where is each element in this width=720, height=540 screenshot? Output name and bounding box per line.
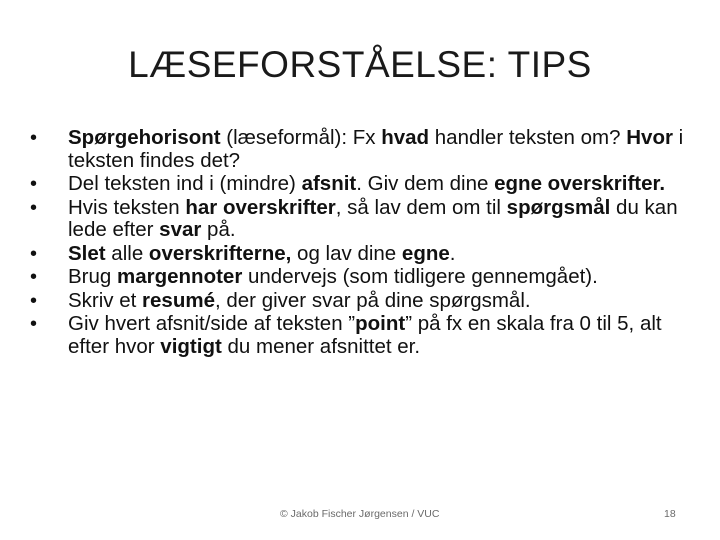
bold-text-run: Spørgehorisont <box>68 126 221 149</box>
bullet-text <box>68 196 678 242</box>
text-run: alle <box>105 241 149 265</box>
text-run: . Giv dem dine <box>356 172 495 195</box>
text-run: Hvis teksten <box>68 195 186 219</box>
slide-title: LÆSEFORSTÅELSE: TIPS <box>128 44 592 85</box>
bold-text-run: har overskrifter <box>185 195 336 219</box>
bullet-list <box>30 127 700 359</box>
bullet-dot-icon: • <box>30 266 38 288</box>
bold-text-run: vigtigt <box>160 334 222 358</box>
bold-text-run: resumé <box>142 288 215 312</box>
bullet-text <box>68 172 665 195</box>
bold-text-run: hvad <box>381 126 430 149</box>
text-run: handler teksten om? <box>429 126 627 149</box>
text-run: (læseformål): Fx <box>220 126 382 149</box>
text-run: i teksten findes det? <box>68 126 684 172</box>
text-run: på. <box>201 218 236 241</box>
text-run: . <box>449 241 456 265</box>
bullet-text <box>68 312 662 358</box>
bullet-dot-icon: • <box>30 289 38 312</box>
text-run: ” på fx en skala fra 0 til 5, alt efter hvor <box>68 312 662 358</box>
bold-text-run: egne <box>401 241 450 265</box>
bold-text-run: margennoter <box>117 265 243 288</box>
bullet-text <box>68 265 598 288</box>
bold-text-run: Hvor <box>626 126 673 149</box>
bullet-item <box>30 173 700 196</box>
bullet-item <box>30 197 700 242</box>
bold-text-run: svar <box>159 218 202 241</box>
bold-text-run: overskrifterne, <box>148 241 292 265</box>
footer-text: © Jakob Fischer Jørgensen / VUC <box>280 508 440 520</box>
bullet-dot-icon: • <box>30 127 38 149</box>
bullet-item <box>30 313 700 358</box>
bold-text-run: spørgsmål <box>506 195 611 219</box>
text-run: Skriv et <box>68 288 143 312</box>
bullet-item <box>30 243 700 266</box>
page-number: 18 <box>664 508 676 520</box>
bullet-text <box>68 289 531 312</box>
text-run: og lav dine <box>291 241 402 265</box>
text-run: , der giver svar på dine spørgsmål. <box>214 288 531 312</box>
text-run: undervejs (som tidligere gennemgået). <box>242 265 598 288</box>
bold-text-run: Slet <box>68 241 106 265</box>
bullet-dot-icon: • <box>30 313 38 335</box>
bullet-dot-icon: • <box>30 196 38 219</box>
bullet-text <box>68 126 683 172</box>
bold-text-run: egne overskrifter. <box>494 172 666 195</box>
bullet-text <box>68 242 455 265</box>
bold-text-run: afsnit <box>301 172 357 195</box>
bullet-dot-icon: • <box>30 173 38 195</box>
bullet-dot-icon: • <box>30 242 38 265</box>
bullet-item <box>30 290 700 313</box>
text-run: Giv hvert afsnit/side af teksten ” <box>68 312 356 335</box>
bold-text-run: point <box>355 312 406 335</box>
text-run: Del teksten ind i (mindre) <box>68 172 302 195</box>
text-run: , så lav dem om til <box>335 195 507 219</box>
text-run: du mener afsnittet er. <box>221 334 421 358</box>
text-run: Brug <box>68 265 117 288</box>
bullet-item <box>30 266 700 289</box>
text-run: du kan lede efter <box>68 195 678 241</box>
bullet-item <box>30 127 700 172</box>
